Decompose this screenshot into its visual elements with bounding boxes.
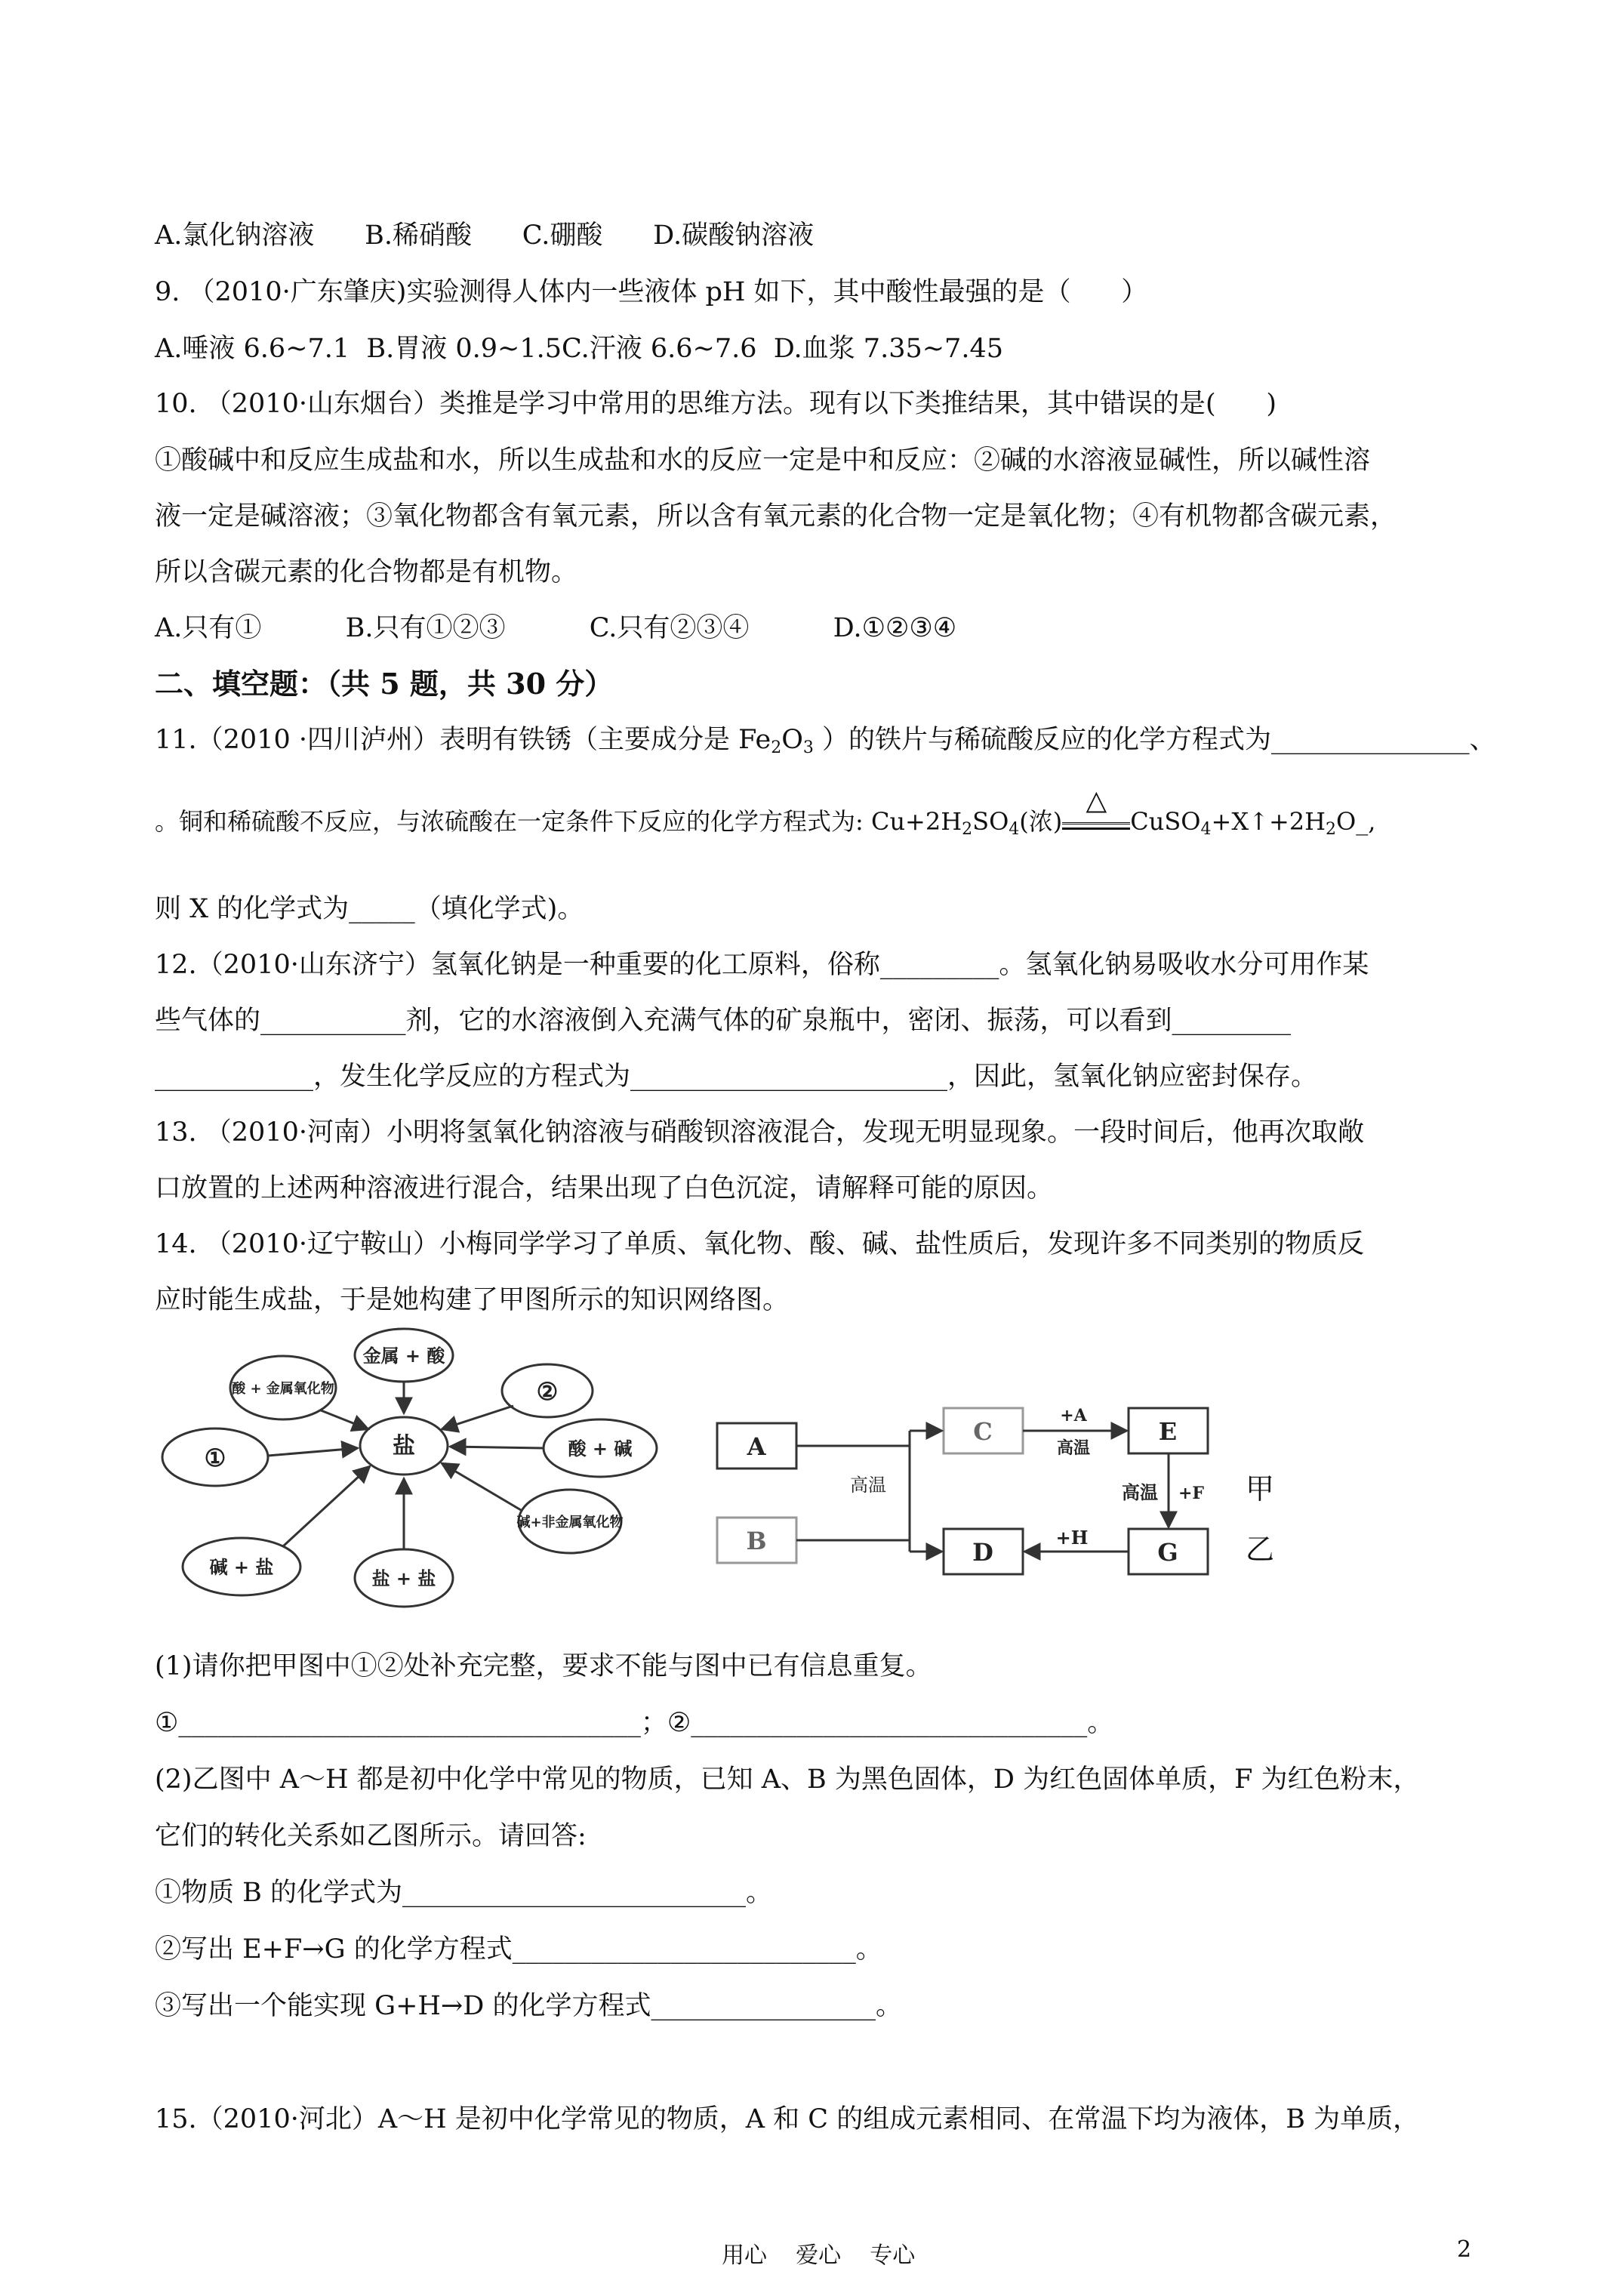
- label-yi: 乙: [1246, 1533, 1275, 1566]
- heat-condition: △: [1086, 785, 1107, 816]
- label-base-salt: 碱 + 盐: [209, 1556, 274, 1578]
- text-line-l12: 些气体的___________剂，它的水溶液倒入充满气体的矿泉瓶中，密闭、振荡，可以看到_________: [155, 1006, 1292, 1036]
- text-line-l19: ①___________________________________；②______________________________。: [155, 1708, 1114, 1738]
- question-11-line2: 。铜和稀硫酸不反应，与浓硫酸在一定条件下反应的化学方程式为: $Cu+2H_2SO_4$(浓) △ $CuSO_4+X↑+2H_2O\_$,: [155, 785, 1376, 839]
- label-acid-base: 酸 + 碱: [568, 1438, 633, 1459]
- center-label: 盐: [393, 1433, 415, 1459]
- text-line-l8: A.只有① B.只有①②③ C.只有②③④ D.①②③④: [155, 613, 957, 643]
- label-acid-metal-oxide: 酸 + 金属氧化物: [232, 1381, 334, 1397]
- text-line-l14: 13. （2010·河南）小明将氢氧化钠溶液与硝酸钡溶液混合，发现无明显现象。一段时间后，他再次取敞: [155, 1117, 1364, 1148]
- text-line-l3: A.唾液 6.6~7.1 B.胃液 0.9~1.5C.汗液 6.6~7.6 D.血浆 7.35~7.45: [155, 334, 1003, 364]
- label-gaowen: 高温: [850, 1475, 886, 1496]
- label-1: ①: [204, 1444, 226, 1472]
- text-line-l15: 口放置的上述两种溶液进行混合，结果出现了白色沉淀，请解释可能的原因。: [155, 1173, 1054, 1203]
- text-line-l21: 它们的转化关系如乙图所示。请回答:: [155, 1821, 587, 1851]
- box-g-label: G: [1157, 1538, 1178, 1567]
- text-line-l11: 12.（2010·山东济宁）氢氧化钠是一种重要的化工原料，俗称_________。氢氧化钠易吸收水分可用作某: [155, 950, 1369, 980]
- text-line-l24: ③写出一个能实现 G+H→D 的化学方程式_________________。: [155, 1991, 902, 2021]
- text-line-l10: 则 X 的化学式为_____（填化学式)。: [155, 894, 584, 924]
- label-gaowen-2: 高温: [1056, 1438, 1091, 1458]
- text-line-l17: 应时能生成盐，于是她构建了甲图所示的知识网络图。: [155, 1285, 790, 1315]
- text-line-l20: (2)乙图中 A～H 都是初中化学中常见的物质，已知 A、B 为黑色固体，D 为红色固体单质，F 为红色粉末，: [155, 1764, 1420, 1795]
- label-plus-h: +H: [1055, 1527, 1089, 1549]
- label-plus-a: +A: [1060, 1406, 1087, 1425]
- text-line-l5: ①酸碱中和反应生成盐和水，所以生成盐和水的反应一定是中和反应：②碱的水溶液显碱性，所以碱性溶: [155, 445, 1371, 476]
- text-line-l23: ②写出 E+F→G 的化学方程式__________________________。: [155, 1934, 882, 1965]
- label-plus-f: +F: [1178, 1484, 1205, 1503]
- box-a-label: A: [747, 1432, 766, 1461]
- text-line-l2: 9. （2010·广东肇庆)实验测得人体内一些液体 pH 如下，其中酸性最强的是（ ）: [155, 277, 1148, 307]
- box-c-label: C: [973, 1417, 993, 1446]
- label-2: ②: [536, 1377, 559, 1406]
- box-d-label: D: [972, 1538, 993, 1567]
- diagram-yi-labels: [746, 1406, 1204, 1567]
- text-line-l18: (1)请你把甲图中①②处补充完整，要求不能与图中已有信息重复。: [155, 1651, 932, 1681]
- text-line-l7: 所以含碳元素的化合物都是有机物。: [155, 557, 578, 587]
- label-metal-acid: 金属 + 酸: [362, 1345, 445, 1367]
- text-line-l1: A.氯化钠溶液 B.稀硝酸 C.硼酸 D.碳酸钠溶液: [155, 220, 815, 251]
- text-line-l13: ____________，发生化学反应的方程式为________________________，因此，氢氧化钠应密封保存。: [155, 1062, 1318, 1092]
- label-gaowen-f: 高温: [1122, 1481, 1158, 1503]
- box-e-label: E: [1158, 1417, 1178, 1446]
- question-11-line1: 11.（2010 ·四川泸州）表明有铁锈（主要成分是 $Fe_2O_3$ ）的铁片与稀硫酸反应的化学方程式为_______________、: [155, 725, 1496, 757]
- box-b-label: B: [746, 1527, 767, 1555]
- text-line-l25: 15.（2010·河北）A～H 是初中化学常见的物质，A 和 C 的组成元素相同、在常温下均为液体，B 为单质，: [155, 2104, 1420, 2134]
- text-line-l22: ①物质 B 的化学式为__________________________。: [155, 1878, 772, 1908]
- label-salt-salt: 盐 + 盐: [371, 1567, 436, 1589]
- text-line-l16: 14. （2010·辽宁鞍山）小梅同学学习了单质、氧化物、酸、碱、盐性质后，发现许多不同类别的物质反: [155, 1229, 1364, 1259]
- footer-motto: 用心 爱心 专心: [722, 2242, 916, 2269]
- section-title: 二、填空题：（共 5 题，共 30 分）: [155, 667, 614, 701]
- label-base-nonmetal-oxide: 碱+非金属氧化物: [516, 1515, 624, 1530]
- page-number: 2: [1457, 2236, 1472, 2263]
- text-line-l4: 10. （2010·山东烟台）类推是学习中常用的思维方法。现有以下类推结果，其中错误的是( ): [155, 389, 1277, 419]
- label-jia: 甲: [1246, 1472, 1275, 1505]
- text-line-l6: 液一定是碱溶液；③氧化物都含有氧元素，所以含有氧元素的化合物一定是氧化物；④有机物都含碳元素，: [155, 501, 1397, 532]
